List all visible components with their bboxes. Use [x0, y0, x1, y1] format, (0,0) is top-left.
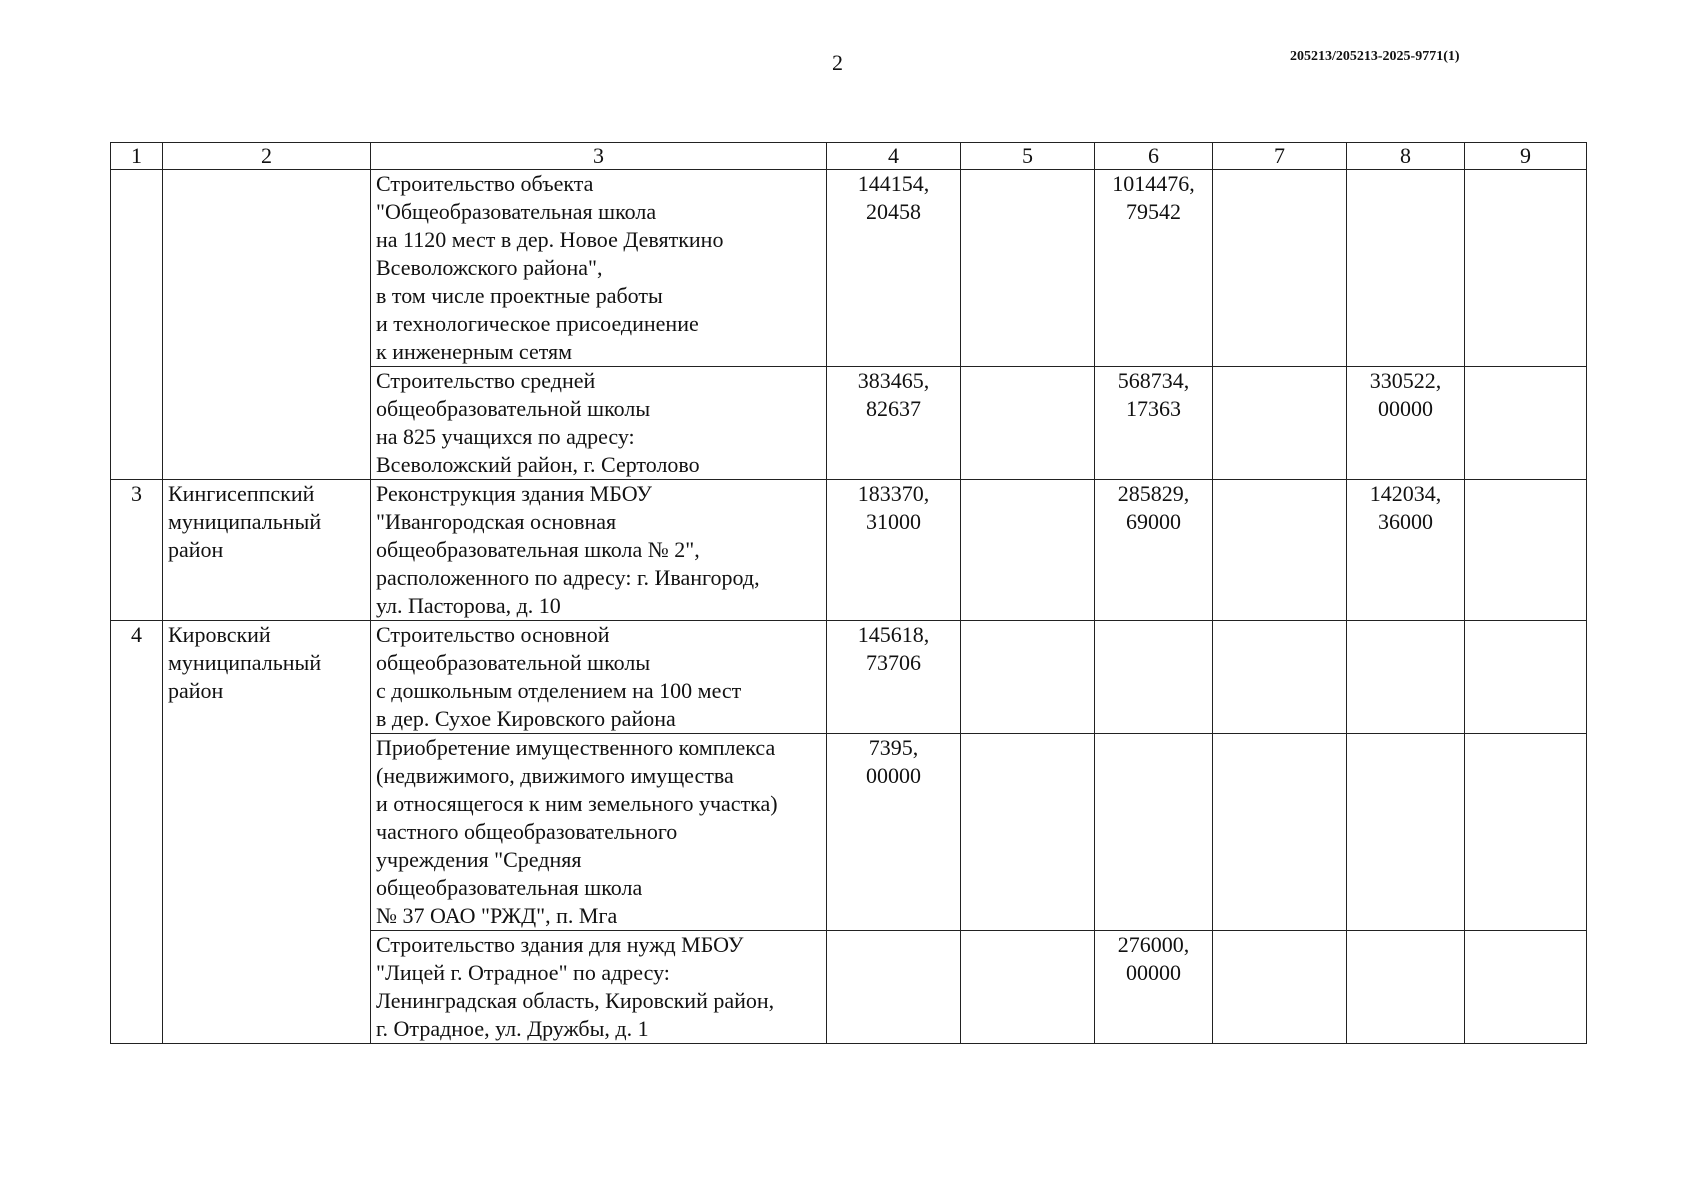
cell-line: Кировский	[168, 622, 271, 647]
cell-line: г. Отрадное, ул. Дружбы, д. 1	[376, 1016, 649, 1041]
cell-line: "Лицей г. Отрадное" по адресу:	[376, 960, 670, 985]
cell-line: 7395,	[868, 735, 919, 760]
value-cell-column-8	[1347, 621, 1465, 734]
cell-line: Приобретение имущественного комплекса	[376, 735, 776, 760]
cell-line: 285829,	[1117, 481, 1190, 506]
value-cell-column-9	[1465, 734, 1587, 931]
cell-line: общеобразовательная школа № 2",	[376, 537, 700, 562]
cell-line: к инженерным сетям	[376, 339, 573, 364]
column-number: 1	[111, 143, 163, 170]
district-cell	[163, 170, 371, 480]
cell-line: район	[168, 678, 224, 703]
value-cell-column-7	[1213, 931, 1347, 1044]
cell-line: расположенного по адресу: г. Ивангород,	[376, 565, 760, 590]
cell-line: в том числе проектные работы	[376, 283, 663, 308]
value-cell-column-7	[1213, 170, 1347, 367]
value-cell-column-7	[1213, 621, 1347, 734]
table-row	[111, 170, 1587, 367]
district-cell	[163, 621, 371, 1044]
value-cell-column-4	[827, 367, 961, 480]
value-cell-column-8	[1347, 480, 1465, 621]
value-cell-column-8	[1347, 931, 1465, 1044]
cell-line: № 37 ОАО "РЖД", п. Мга	[376, 903, 618, 928]
value-cell-column-5	[961, 734, 1095, 931]
cell-line: (недвижимого, движимого имущества	[376, 763, 734, 788]
value-cell-column-5	[961, 931, 1095, 1044]
column-number: 3	[371, 143, 827, 170]
document-reference: 205213/205213-2025-9771(1)	[1290, 49, 1460, 64]
cell-line: 20458	[866, 199, 921, 224]
cell-line: ул. Пасторова, д. 10	[376, 593, 561, 618]
cell-line: общеобразовательной школы	[376, 396, 651, 421]
value-cell-column-9	[1465, 931, 1587, 1044]
value-cell-column-5	[961, 621, 1095, 734]
value-cell-column-5	[961, 367, 1095, 480]
cell-line: муниципальный	[168, 509, 322, 534]
value-cell-column-6	[1095, 621, 1213, 734]
value-cell-column-7	[1213, 734, 1347, 931]
value-cell-column-4	[827, 480, 961, 621]
value-cell-column-4	[827, 170, 961, 367]
cell-line: 144154,	[857, 171, 930, 196]
cell-line: на 825 учащихся по адресу:	[376, 424, 635, 449]
column-number: 9	[1465, 143, 1587, 170]
column-number: 5	[961, 143, 1095, 170]
cell-line: 142034,	[1369, 481, 1442, 506]
value-cell-column-6	[1095, 367, 1213, 480]
table-body	[111, 143, 1587, 1044]
cell-line: и технологическое присоединение	[376, 311, 699, 336]
value-cell-column-8	[1347, 734, 1465, 931]
cell-line: Всеволожский район, г. Сертолово	[376, 452, 700, 477]
cell-line: 82637	[866, 396, 921, 421]
description-cell	[371, 170, 827, 367]
cell-line: с дошкольным отделением на 100 мест	[376, 678, 742, 703]
column-number: 2	[163, 143, 371, 170]
value-cell-column-6	[1095, 170, 1213, 367]
cell-line: Строительство объекта	[376, 171, 594, 196]
row-number-cell: 4	[111, 621, 163, 1044]
cell-line: "Ивангородская основная	[376, 509, 617, 534]
cell-line: Кингисеппский	[168, 481, 315, 506]
description-cell	[371, 621, 827, 734]
budget-table	[110, 142, 1587, 1044]
district-cell	[163, 480, 371, 621]
cell-line: Строительство средней	[376, 368, 596, 393]
value-cell-column-9	[1465, 170, 1587, 367]
value-cell-column-9	[1465, 480, 1587, 621]
row-number-cell	[111, 170, 163, 480]
cell-line: частного общеобразовательного	[376, 819, 678, 844]
cell-line: 00000	[866, 763, 921, 788]
cell-line: 383465,	[857, 368, 930, 393]
cell-line: Всеволожского района",	[376, 255, 603, 280]
value-cell-column-5	[961, 480, 1095, 621]
value-cell-column-9	[1465, 621, 1587, 734]
cell-line: общеобразовательная школа	[376, 875, 643, 900]
cell-line: 73706	[866, 650, 921, 675]
cell-line: 69000	[1126, 509, 1181, 534]
value-cell-column-6	[1095, 480, 1213, 621]
cell-line: 330522,	[1369, 368, 1442, 393]
value-cell-column-6	[1095, 931, 1213, 1044]
cell-line: 79542	[1126, 199, 1181, 224]
cell-line: учреждения "Средняя	[376, 847, 582, 872]
column-number: 8	[1347, 143, 1465, 170]
cell-line: на 1120 мест в дер. Новое Девяткино	[376, 227, 724, 252]
cell-line: муниципальный	[168, 650, 322, 675]
value-cell-column-7	[1213, 367, 1347, 480]
value-cell-column-9	[1465, 367, 1587, 480]
description-cell	[371, 734, 827, 931]
page-number: 2	[832, 50, 843, 75]
table-row	[111, 480, 1587, 621]
column-number: 6	[1095, 143, 1213, 170]
value-cell-column-4	[827, 931, 961, 1044]
cell-line: 568734,	[1117, 368, 1190, 393]
description-cell	[371, 480, 827, 621]
column-number: 4	[827, 143, 961, 170]
table-row	[111, 621, 1587, 734]
column-number: 7	[1213, 143, 1347, 170]
description-cell	[371, 931, 827, 1044]
value-cell-column-8	[1347, 170, 1465, 367]
cell-line: 145618,	[857, 622, 930, 647]
value-cell-column-6	[1095, 734, 1213, 931]
cell-line: 00000	[1126, 960, 1181, 985]
value-cell-column-4	[827, 621, 961, 734]
row-number-cell: 3	[111, 480, 163, 621]
cell-line: общеобразовательной школы	[376, 650, 651, 675]
cell-line: 00000	[1378, 396, 1433, 421]
column-number-row	[111, 143, 1587, 170]
cell-line: 17363	[1126, 396, 1181, 421]
cell-line: Реконструкция здания МБОУ	[376, 481, 652, 506]
cell-line: 36000	[1378, 509, 1433, 534]
cell-line: 183370,	[857, 481, 930, 506]
cell-line: 31000	[866, 509, 921, 534]
cell-line: Строительство основной	[376, 622, 610, 647]
value-cell-column-7	[1213, 480, 1347, 621]
cell-line: район	[168, 537, 224, 562]
cell-line: 276000,	[1117, 932, 1190, 957]
cell-line: и относящегося к ним земельного участка)	[376, 791, 778, 816]
cell-line: "Общеобразовательная школа	[376, 199, 657, 224]
value-cell-column-5	[961, 170, 1095, 367]
value-cell-column-8	[1347, 367, 1465, 480]
value-cell-column-4	[827, 734, 961, 931]
description-cell	[371, 367, 827, 480]
cell-line: в дер. Сухое Кировского района	[376, 706, 676, 731]
cell-line: Строительство здания для нужд МБОУ	[376, 932, 744, 957]
cell-line: Ленинградская область, Кировский район,	[376, 988, 775, 1013]
cell-line: 1014476,	[1112, 171, 1195, 196]
